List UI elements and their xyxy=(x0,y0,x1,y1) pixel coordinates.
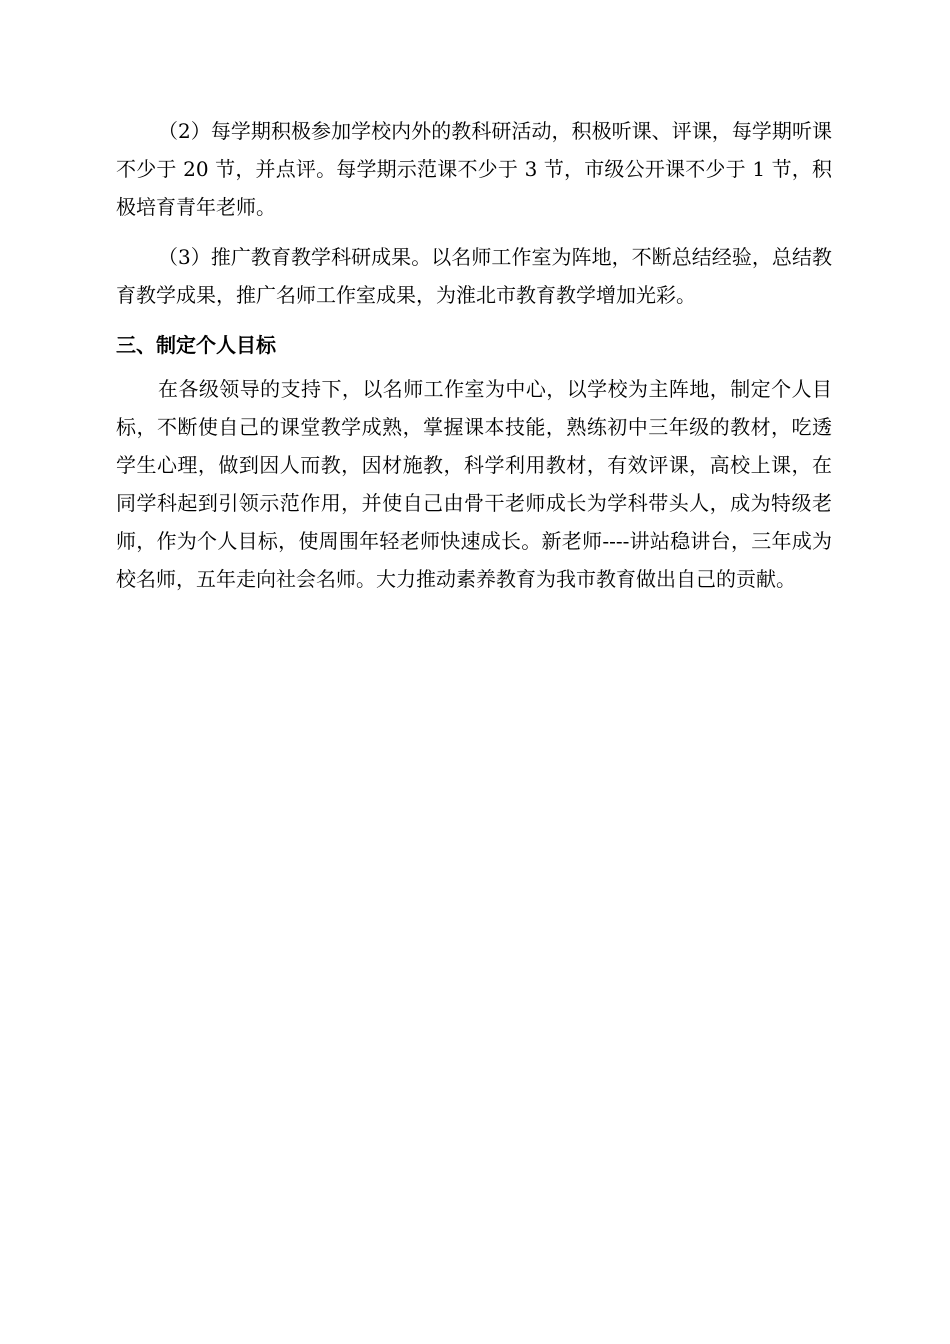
document-page xyxy=(116,112,832,598)
section-heading: 三、制定个人目标 xyxy=(116,333,276,357)
paragraph-item-2: （2）每学期积极参加学校内外的教科研活动，积极听课、评课，每学期听课不少于 20 节，并点评。每学期示范课不少于 3 节，市级公开课不少于 1 节，积极培育青年老师。 xyxy=(116,119,832,219)
section-body-paragraph: 在各级领导的支持下，以名师工作室为中心，以学校为主阵地，制定个人目标，不断使自己的课堂教学成熟，掌握课本技能，熟练初中三年级的教材，吃透学生心理，做到因人而教，因材施教，科学利用教材，有效评课，高校上课，在同学科起到引领示范作用，并使自己由骨干老师成长为学科带头人，成为特级老师，作为个人目标，使周围年轻老师快速成长。新老师----讲站稳讲台，三年成为校名师，五年走向社会名师。大力推动素养教育为我市教育做出自己的贡献。 xyxy=(116,377,832,591)
paragraph-item-3: （3）推广教育教学科研成果。以名师工作室为阵地，不断总结经验，总结教育教学成果，推广名师工作室成果，为淮北市教育教学增加光彩。 xyxy=(116,245,832,307)
